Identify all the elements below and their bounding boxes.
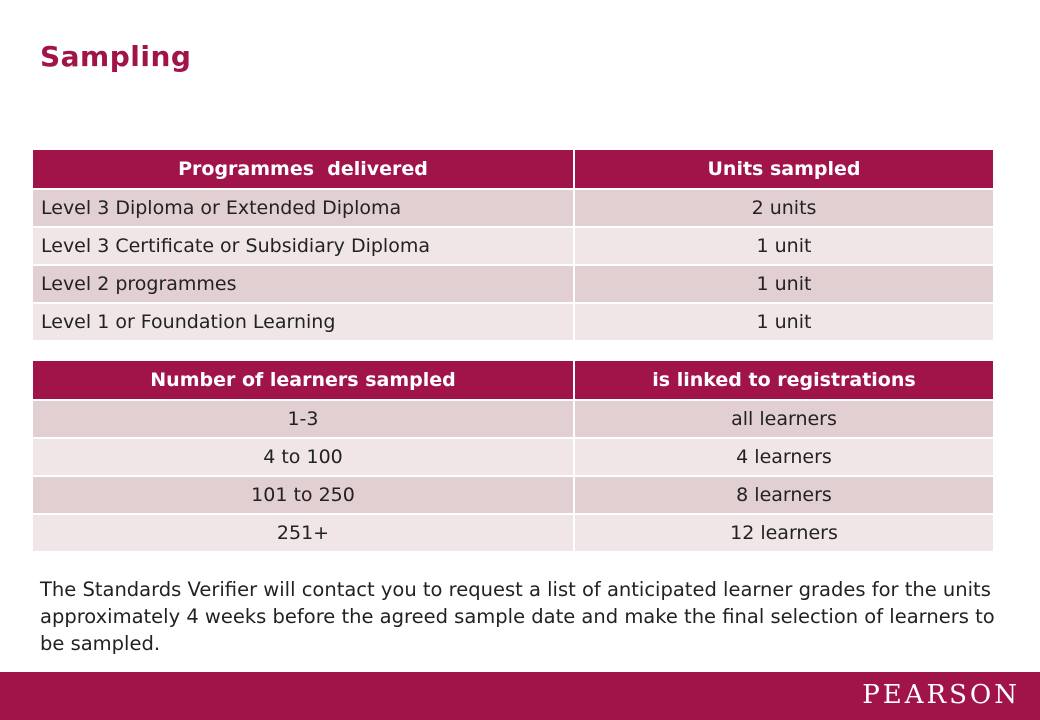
column-header-units: Units sampled <box>575 150 993 188</box>
column-header-learners-sampled: Number of learners sampled <box>33 361 575 399</box>
sampling-note: The Standards Verifier will contact you to request a list of anticipated learner grades for the units approximately 4 weeks before the agreed sample date and make the final selection of learners to be sampled. <box>40 578 995 655</box>
units-cell: 1 unit <box>575 226 993 264</box>
table-row <box>33 513 993 551</box>
units-cell: 1 unit <box>575 264 993 302</box>
footer-bar <box>0 672 1040 720</box>
table-row <box>33 399 993 437</box>
table-row <box>33 188 993 226</box>
column-header-registrations: is linked to registrations <box>575 361 993 399</box>
learners-sampled-cell: 8 learners <box>575 475 993 513</box>
learners-sampled-cell: 4 learners <box>575 437 993 475</box>
programme-cell: Level 3 Diploma or Extended Diploma <box>33 188 575 226</box>
table-header-row <box>33 361 993 399</box>
units-cell: 1 unit <box>575 302 993 340</box>
table-row <box>33 475 993 513</box>
registrations-range-cell: 4 to 100 <box>33 437 575 475</box>
page-title: Sampling <box>40 40 192 73</box>
table-row <box>33 302 993 340</box>
table-row <box>33 437 993 475</box>
units-cell: 2 units <box>575 188 993 226</box>
programme-cell: Level 3 Certificate or Subsidiary Diploma <box>33 226 575 264</box>
learners-sampled-cell: all learners <box>575 399 993 437</box>
programmes-table <box>33 150 993 340</box>
table-header-row <box>33 150 993 188</box>
column-header-programmes: Programmes delivered <box>33 150 575 188</box>
pearson-logo: PEARSON <box>862 680 1020 710</box>
registrations-range-cell: 101 to 250 <box>33 475 575 513</box>
table-row <box>33 226 993 264</box>
programme-cell: Level 2 programmes <box>33 264 575 302</box>
registrations-range-cell: 1-3 <box>33 399 575 437</box>
learners-table <box>33 361 993 551</box>
programme-cell: Level 1 or Foundation Learning <box>33 302 575 340</box>
table-row <box>33 264 993 302</box>
learners-sampled-cell: 12 learners <box>575 513 993 551</box>
registrations-range-cell: 251+ <box>33 513 575 551</box>
